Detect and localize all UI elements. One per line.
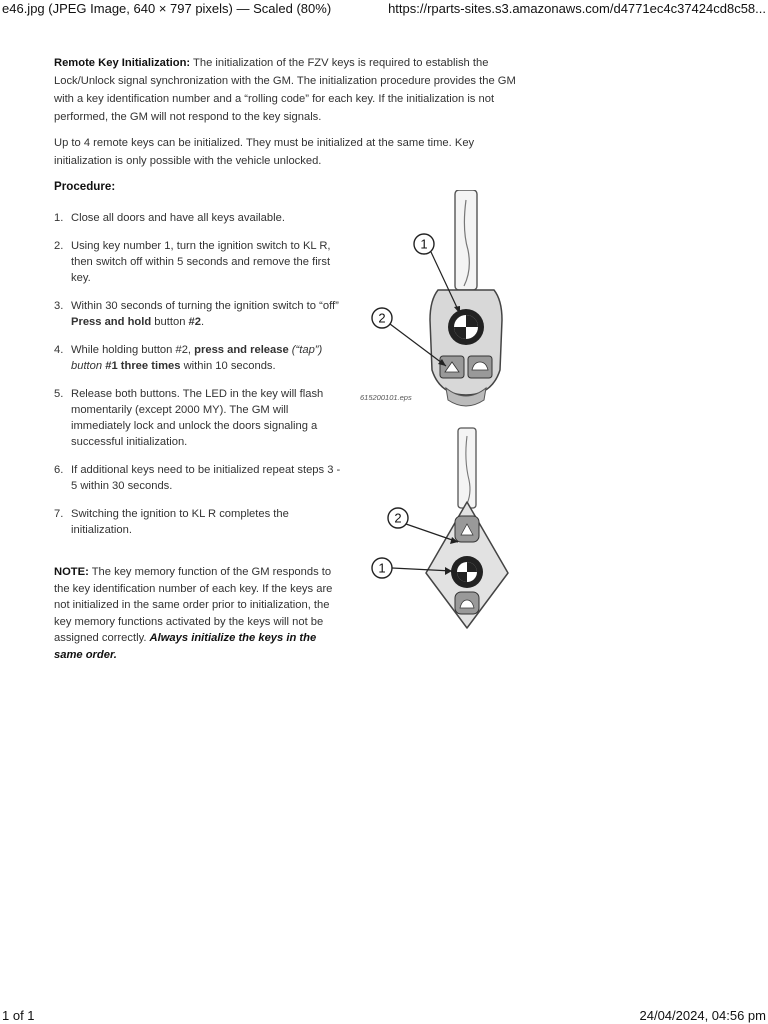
step-number: 7. [54,508,64,520]
browser-tab-title: e46.jpg (JPEG Image, 640 × 797 pixels) — Scaled (80%) [2,1,332,16]
step-7 [54,506,344,538]
key-illustrations [360,190,530,640]
intro-heading: Remote Key Initialization: [54,57,191,69]
callout-label: 2 [394,510,402,526]
step-text-part: While holding button #2, [71,344,195,356]
step-text-bold: Press and hold [71,316,152,328]
limit-paragraph: Up to 4 remote keys can be initialized. They must be initialized at the same time. Key initialization is only possible with the vehicle unlocked. [54,137,475,167]
step-text: Release both buttons. The LED in the key will flash momentarily (except 2000 MY). The GM will immediately lock and unlock the doors signaling a successful initialization. [71,388,324,448]
callout-label: 1 [420,236,428,252]
procedure-title: Procedure: [54,180,116,193]
step-text: If additional keys need to be initialized repeat steps 3 - 5 within 30 seconds. [71,464,341,492]
step-1 [54,210,344,226]
step-text: Switching the ignition to KL R completes the initialization. [71,508,289,536]
step-5 [54,386,344,450]
step-text-bold: #1 three times [105,360,181,372]
bmw-logo-icon [448,309,484,345]
step-text-part: button [151,316,189,328]
step-number: 2. [54,240,64,252]
step-number: 6. [54,464,64,476]
step-text: Close all doors and have all keys available. [71,212,285,224]
key-illustration-bottom [426,428,508,628]
step-text-part: Within 30 seconds of turning the ignition switch to “off” [71,300,339,312]
key-illustration-top [430,190,502,406]
callout-label: 2 [378,310,386,326]
step-number: 4. [54,344,64,356]
note-emphasis: Always initialize the keys in the same order. [54,632,317,661]
note-paragraph [54,564,344,663]
step-text [71,342,344,374]
step-text-bold: #2 [188,316,201,328]
step-text-bold: press and release [194,344,289,356]
step-text: Using key number 1, turn the ignition switch to KL R, then switch off within 5 seconds and remove the first key. [71,240,331,284]
step-4 [54,342,344,374]
step-text-part: within 10 seconds. [180,360,276,372]
step-number: 1. [54,212,64,224]
step-text-part: . [200,316,205,328]
page-count: 1 of 1 [2,1008,35,1023]
step-6 [54,462,344,494]
note-body: The key memory function of the GM responds to the key identification number of each key. If the keys are not initialized in the same order prior to initialization, the key memory functions activated by the keys will not be assigned correctly. [54,566,333,644]
step-3 [54,298,344,330]
note-label: NOTE: [54,566,89,578]
bmw-logo-icon [451,556,483,588]
intro-paragraph [54,54,520,126]
step-text [71,298,344,330]
callout-label: 1 [378,560,386,576]
intro-body: The initialization of the FZV keys is required to establish the Lock/Unlock signal synchronization with the GM. The initialization procedure provides the GM with a key identification number and a “rolling code” for each key. If the initialization is not performed, the GM will not respond to the key signals. [54,57,516,123]
figure-caption: 615200101.eps [360,393,412,402]
step-number: 3. [54,300,64,312]
print-datetime: 24/04/2024, 04:56 pm [639,1008,766,1023]
browser-url: https://rparts-sites.s3.amazonaws.com/d4771ec4c37424cd8c58... [388,1,766,16]
document-intro [54,54,520,206]
procedure-steps [54,210,344,550]
step-text-italic: (“tap”) button [71,344,323,372]
step-number: 5. [54,388,64,400]
step-2 [54,238,344,286]
